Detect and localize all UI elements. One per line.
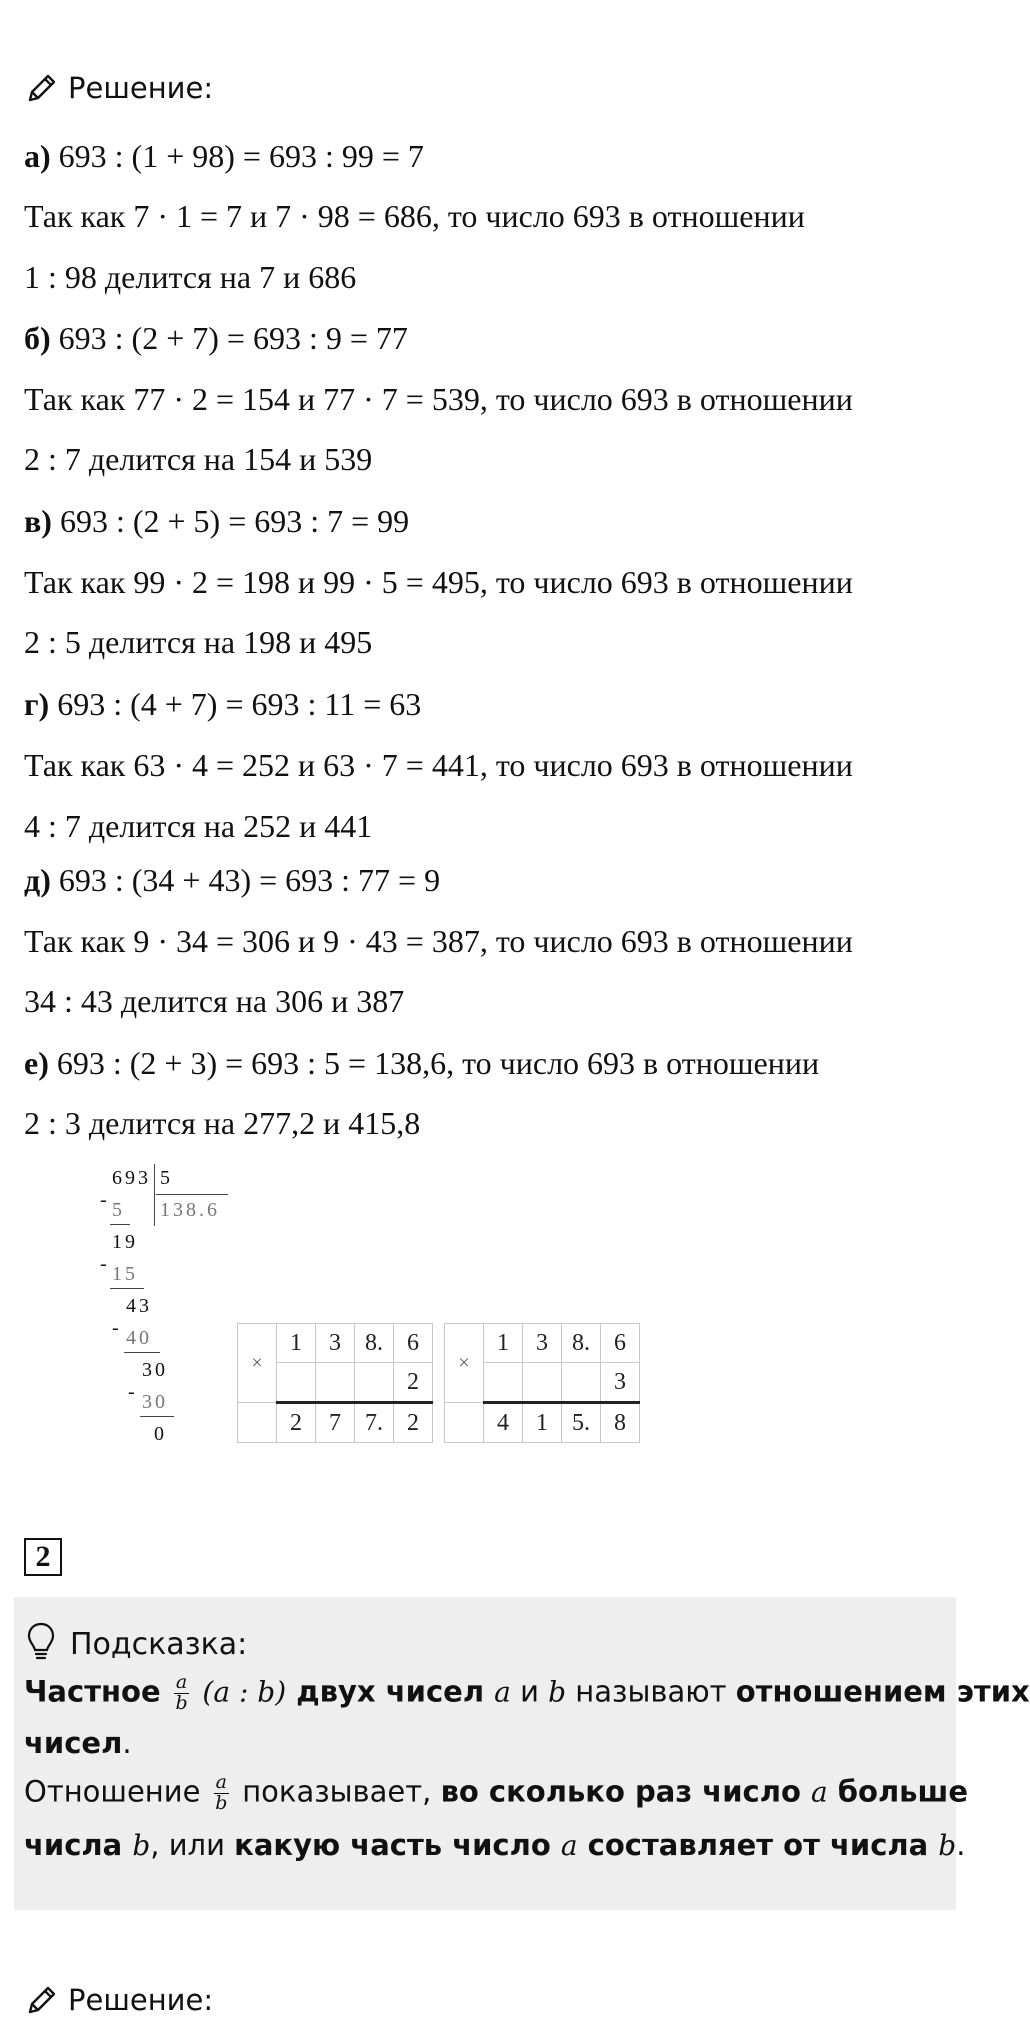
solution-line [24,505,409,537]
solution-heading-text: Решение: [68,71,214,105]
ld-step: 15 [112,1263,138,1285]
hint-bold-text: во сколько раз число [440,1774,811,1809]
line-text: 2 : 3 делится на 277,2 и 415,8 [24,1105,421,1141]
ld-divisor: 5 [160,1167,173,1189]
grid-cell: 4 [484,1403,523,1443]
grid-cell: 3 [601,1363,640,1403]
var-a: a [213,1675,231,1709]
ld-step-line [110,1288,144,1289]
grid-cell [523,1363,562,1403]
line-text: 693 : (1 + 98) = 693 : 99 = 7 [50,138,424,174]
ld-minus: - [128,1381,138,1403]
fraction-denominator: b [175,1691,188,1714]
hint-bold-text: отношением этих [735,1674,1030,1709]
fraction-a-over-b [214,1773,229,1814]
item-label: б) [24,320,51,356]
grid-cell: 7 [316,1403,355,1443]
hint-text: , или [150,1828,235,1862]
var-b: b [132,1829,151,1862]
grid-cell: 8. [562,1324,601,1363]
solution-line [24,749,853,781]
ld-step: 30 [142,1359,168,1381]
line-text: 2 : 7 делится на 154 и 539 [24,441,373,477]
solution-line [24,322,408,354]
line-text: Так как 9 · 34 = 306 и 9 · 43 = 387, то число 693 в отношении [24,923,853,959]
item-label: г) [24,686,50,722]
line-text: 693 : (2 + 7) = 693 : 9 = 77 [50,320,408,356]
grid-cell: 6 [394,1324,433,1363]
line-text: 693 : (2 + 3) = 693 : 5 = 138,6, то число 693 в отношении [48,1045,820,1081]
grid-cell [484,1363,523,1403]
solution-line [24,200,805,232]
hint-bold-text: двух чисел [286,1674,495,1709]
hint-text: показывает, [242,1774,441,1809]
grid-cell: 7. [355,1403,394,1443]
hint-bold-text: какую часть число [234,1828,561,1862]
var-b: b [257,1675,276,1709]
ld-step-line [124,1352,160,1353]
hint-bold-text: составляет от числа [577,1828,939,1862]
grid-cell: 1 [523,1403,562,1443]
ld-quotient-line [156,1194,228,1195]
hint-text: . [122,1726,132,1760]
grid-cell [445,1403,484,1443]
grid-cell [238,1403,277,1443]
hint-paragraph-1 [24,1673,1030,1714]
hint-bold-text: больше [827,1774,968,1809]
grid-cell: 3 [523,1324,562,1363]
paren-close: ) [275,1675,287,1709]
line-text: Так как 99 · 2 = 198 и 99 · 5 = 495, то число 693 в отношении [24,564,853,600]
line-text: 34 : 43 делится на 306 и 387 [24,983,405,1019]
ld-minus: - [112,1317,122,1339]
solution-line [24,688,421,720]
grid-cell [277,1363,316,1403]
solution-line [24,443,372,475]
ld-step: 43 [126,1295,152,1317]
item-label: д) [24,862,51,898]
hint-text: . [956,1828,966,1862]
solution-line [24,1047,819,1079]
grid-cell: 2 [394,1363,433,1403]
grid-cell: 1 [277,1324,316,1363]
line-text: Так как 63 · 4 = 252 и 63 · 7 = 441, то число 693 в отношении [24,747,853,783]
fraction-numerator: a [175,1671,188,1693]
hint-paragraph-2 [24,1773,968,1814]
line-text: 2 : 5 делится на 198 и 495 [24,624,373,660]
grid-cell: 1 [484,1324,523,1363]
solution-line [24,1107,420,1139]
grid-cell [316,1363,355,1403]
hint-bold-text: чисел [24,1726,123,1760]
hint-text: называют [566,1674,736,1709]
solution-line [24,925,853,957]
hint-paragraph-1-cont [24,1726,132,1760]
colon: : [230,1675,258,1709]
multiplication-grid-1 [237,1323,433,1443]
var-b: b [548,1675,567,1709]
item-label: е) [24,1045,49,1081]
hint-text: Отношение [24,1774,201,1809]
ld-step-line [140,1416,174,1417]
task-number-badge: 2 [24,1538,62,1576]
line-text: 693 : (2 + 5) = 693 : 7 = 99 [51,503,410,539]
grid-cell: 2 [394,1403,433,1443]
item-label: в) [24,503,52,539]
grid-cell: 8 [601,1403,640,1443]
var-b: b [938,1829,957,1862]
solution-heading [24,70,213,106]
fraction-denominator: b [215,1791,228,1814]
solution-line [24,140,424,172]
hint-bold-text: числа [24,1828,133,1862]
solution-heading-text: Решение: [68,1983,214,2017]
times-sign: × [238,1324,277,1403]
solution-heading-2 [24,1982,213,2018]
ld-step: 30 [142,1391,168,1413]
ld-step: 40 [126,1327,152,1349]
fraction-a-over-b [174,1673,189,1714]
solution-line [24,383,853,415]
ld-step: 19 [112,1231,138,1253]
ld-step-line [110,1224,130,1225]
ld-minus: - [100,1253,110,1275]
var-a: a [494,1675,511,1709]
grid-cell [562,1363,601,1403]
fraction-numerator: a [215,1771,227,1793]
line-text: 1 : 98 делится на 7 и 686 [24,259,357,295]
ld-step: 5 [112,1199,125,1221]
solution-line [24,261,356,293]
solution-line [24,566,853,598]
line-text: 693 : (34 + 43) = 693 : 77 = 9 [50,862,441,898]
grid-cell [355,1363,394,1403]
lightbulb-icon [26,1621,56,1663]
line-text: 4 : 7 делится на 252 и 441 [24,808,373,844]
var-a: a [560,1829,578,1862]
line-text: Так как 7 · 1 = 7 и 7 · 98 = 686, то число 693 в отношении [24,198,805,234]
hint-text: и [510,1674,549,1709]
var-a: a [810,1775,828,1809]
solution-line [24,864,440,896]
hint-term: Частное [24,1674,161,1709]
ld-minus: - [100,1189,110,1211]
multiplication-grid-2 [444,1323,640,1443]
ld-quotient: 138.6 [160,1199,220,1221]
pencil-icon [24,70,60,106]
grid-cell: 6 [601,1324,640,1363]
times-sign: × [445,1324,484,1403]
solution-line [24,810,372,842]
pencil-icon [24,1982,60,2018]
hint-box [14,1597,1030,1910]
ld-dividend: 693 [112,1167,151,1189]
grid-cell: 5. [562,1403,601,1443]
hint-paragraph-2-cont [24,1828,966,1862]
paren-open: ( [202,1675,214,1709]
grid-cell: 2 [277,1403,316,1443]
line-text: 693 : (4 + 7) = 693 : 11 = 63 [49,686,422,722]
solution-line [24,626,372,658]
grid-cell: 3 [316,1324,355,1363]
item-label: а) [24,138,51,174]
grid-cell: 8. [355,1324,394,1363]
line-text: Так как 77 · 2 = 154 и 77 · 7 = 539, то число 693 в отношении [24,381,853,417]
hint-title: Подсказка: [70,1627,248,1662]
ld-step: 0 [154,1423,167,1445]
solution-line [24,985,404,1017]
